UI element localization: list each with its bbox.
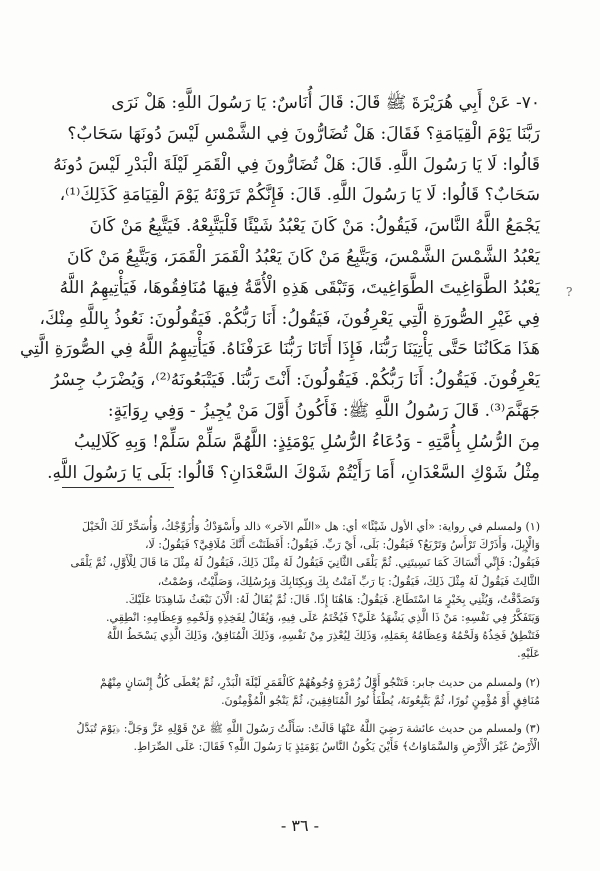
main-text-line: رَبَّنَا يَوْمَ الْقِيَامَةِ؟ فَقَالَ: هَلْ تُضَارُّونَ فِي الشَّمْسِ لَيْسَ دُونَهَا سَحَابٌ؟ <box>67 123 540 144</box>
main-text-line: فِي غَيْرِ الصُّورَةِ الَّتِي يَعْرِفُونَ، فَيَقُولُ: أَنَا رَبُّكُمْ. فَيَقُولُونَ: نَعُوذُ بِاللَّهِ مِنْكَ، <box>39 308 540 329</box>
main-text-line: يَعْرِفُونَ. فَيَقُولُ: أَنَا رَبُّكُمْ. فَيَقُولُونَ: أَنْتَ رَبُّنَا. فَيَتْبَعُونَهُ⁽²⁾، وَيُضْرَبُ جِسْرُ <box>51 370 540 391</box>
footnote-1-line: فَتَنْطِقُ فَخِذُهُ وَلَحْمُهُ وَعِظَامُهُ بِعَمَلِهِ، وَذَلِكَ لِيُعْذِرَ مِنْ نَفْسِهِ، وَذَلِكَ الْمُنَافِقُ، وَذَلِكَ الَّذِي يَسْخَطُ اللَّهُ <box>106 629 540 643</box>
main-text-line: جَهَنَّمَ⁽³⁾. قَالَ رَسُولُ اللَّهِ ﷺ: فَأَكُونُ أَوَّلَ مَنْ يُجِيزُ - وَفِي رِوَايَةٍ: <box>107 400 540 421</box>
main-text-line: يَعْبُدُ الشَّمْسَ الشَّمْسَ، وَيَتَّبِعُ مَنْ كَانَ يَعْبُدُ الْقَمَرَ الْقَمَرَ، وَيَتَّبِعُ مَنْ كَانَ <box>66 246 540 267</box>
footnote-3-line: (٣) ولمسلم من حديث عائشة رَضِيَ اللَّهُ عَنْهَا قَالَتْ: سَأَلْتُ رَسُولَ اللَّهِ ﷺ عَنْ قَوْلِهِ عَزَّ وَجَلَّ: ﴿يَوْمَ تُبَدَّلُ <box>76 722 540 736</box>
main-text-line: قَالُوا: لَا يَا رَسُولَ اللَّهِ. قَالَ: هَلْ تُضَارُّونَ فِي الْقَمَرِ لَيْلَةَ الْبَدْرِ لَيْسَ دُونَهُ <box>53 154 540 175</box>
main-text-line: مِنَ الرُّسُلِ بِأُمَّتِهِ - وَدُعَاءُ الرُّسُلِ يَوْمَئِذٍ: اللَّهُمَّ سَلِّمْ سَلِّمْ! وَبِهِ كَلَالِيبُ <box>74 431 540 452</box>
footnote-3-line: الْأَرْضُ غَيْرَ الْأَرْضِ وَالسَّمَاوَاتُ﴾ فَأَيْنَ يَكُونُ النَّاسُ يَوْمَئِذٍ يَا رَسُولَ اللَّهِ؟ فَقَالَ: عَلَى الصِّرَاطِ. <box>133 740 540 754</box>
footnote-1-line: الثَّالِثَ فَيَقُولُ لَهُ مِثْلَ ذَلِكَ، فَيَقُولُ: يَا رَبِّ آمَنْتُ بِكَ وَبِكِتَابِكَ وَبِرُسُلِكَ، وَصَلَّيْتُ، وَصُمْتُ، <box>157 574 540 588</box>
footnote-2-line: (٢) ولمسلم من حديث جابر: فَتَنْجُو أَوَّلُ زُمْرَةٍ وُجُوهُهُمْ كَالْقَمَرِ لَيْلَةَ الْبَدْرِ، ثُمَّ يُعْطَى كُلُّ إِنْسَانٍ مِنْهُمْ <box>100 675 540 689</box>
main-text-line: يَعْبُدُ الطَّوَاغِيتَ الطَّوَاغِيتَ، وَتَبْقَى هَذِهِ الْأُمَّةُ فِيهَا مُنَافِقُوهَا، فَيَأْتِيهِمُ اللَّهُ <box>59 277 540 298</box>
main-text-line: ٧٠- عَنْ أَبِي هُرَيْرَةَ ﷺ قَالَ: قَالَ أُنَاسٌ: يَا رَسُولَ اللَّهِ: هَلْ نَرَى <box>111 93 540 113</box>
main-text-line: هَذَا مَكَانُنَا حَتَّى يَأْتِيَنَا رَبُّنَا، فَإِذَا أَتَانَا رَبُّنَا عَرَفْنَاهُ. فَيَأْتِيهِمُ اللَّهُ فِي الصُّورَةِ الَّتِي <box>19 339 540 360</box>
main-text-line: مِثْلُ شَوْكِ السَّعْدَانِ، أَمَا رَأَيْتُمْ شَوْكَ السَّعْدَانِ؟ قَالُوا: بَلَى يَا رَسُولَ اللَّهِ. <box>47 462 540 483</box>
hadith-main-text <box>19 88 540 488</box>
footnote-1-line: فَيَقُولُ: فَإِنِّي أَنْسَاكَ كَمَا نَسِيتَنِي. ثُمَّ يَلْقَى الثَّانِيَ فَيَقُولُ لَهُ مِثْلَ ذَلِكَ، فَيَقُولُ لَهُ مِثْلَ مَا قَالَ لِلْأَوَّلِ، ثُمَّ يَلْقَى <box>70 556 540 570</box>
footnote-spacer <box>48 710 540 720</box>
main-text-line: يَجْمَعُ اللَّهُ النَّاسَ، فَيَقُولُ: مَنْ كَانَ يَعْبُدُ شَيْئًا فَلْيَتَّبِعْهُ. فَيَتَّبِعُ مَنْ كَانَ <box>89 216 540 237</box>
main-text-line: سَحَابٌ؟ قَالُوا: لَا يَا رَسُولَ اللَّهِ. قَالَ: فَإِنَّكُمْ تَرَوْنَهُ يَوْمَ الْقِيَامَةِ كَذَلِكَ⁽¹⁾، <box>59 185 540 206</box>
footnotes <box>48 518 540 756</box>
footnote-1-line: (١) ولمسلم في رواية: «أي الأول شَيْئًا» أي: هل «اللّم الآخر» ذالد وأَسْوَدْكُ وَأُزَوِّجْكُ، وَأُسَخِّرْ لَكَ الْخَيْلَ <box>82 520 540 533</box>
footnote-1-line: وَيَتَفَكَّرُ فِي نَفْسِهِ: مَنْ ذَا الَّذِي يَشْهَدُ عَلَيَّ؟ فَيُخْتَمُ عَلَى فِيهِ، وَيُقَالُ لِفَخِذِهِ وَلَحْمِهِ وَعِظَامِهِ: انْطِقِي. <box>106 611 540 625</box>
margin-mark: ? <box>566 285 573 299</box>
footnote-1-line: وَالْإِبِلَ، وَأَذَرْكَ تَرْأَسُ وَتَرْبَعُ؟ فَيَقُولُ: بَلَى، أَيْ رَبِّ. فَيَقُولُ: أَفَظَنَنْتَ أَنَّكَ مُلَاقِيَّ؟ فَيَقُولُ: لَا، <box>144 538 540 552</box>
page-number: - ٣٦ - <box>280 816 320 835</box>
footnote-1-line: وَتَصَدَّقْتُ، وَيُثْنِي بِخَيْرٍ مَا اسْتَطَاعَ. فَيَقُولُ: هَاهُنَا إِذًا. قَالَ: ثُمَّ يُقَالُ لَهُ: الْآنَ نَبْعَثُ شَاهِدَنَا عَلَيْكَ. <box>125 592 540 606</box>
footnote-spacer <box>48 664 540 674</box>
footnote-1-line: عَلَيْهِ. <box>517 647 540 661</box>
footnote-divider <box>62 487 174 488</box>
footnote-2-line: مُنَافِقٍ أَوْ مُؤْمِنٍ نُورًا، ثُمَّ يَتَّبِعُونَهُ، يُطْفَأُ نُورُ الْمُنَافِقِينَ، ثُمَّ يَنْجُو الْمُؤْمِنُونَ. <box>221 693 540 707</box>
